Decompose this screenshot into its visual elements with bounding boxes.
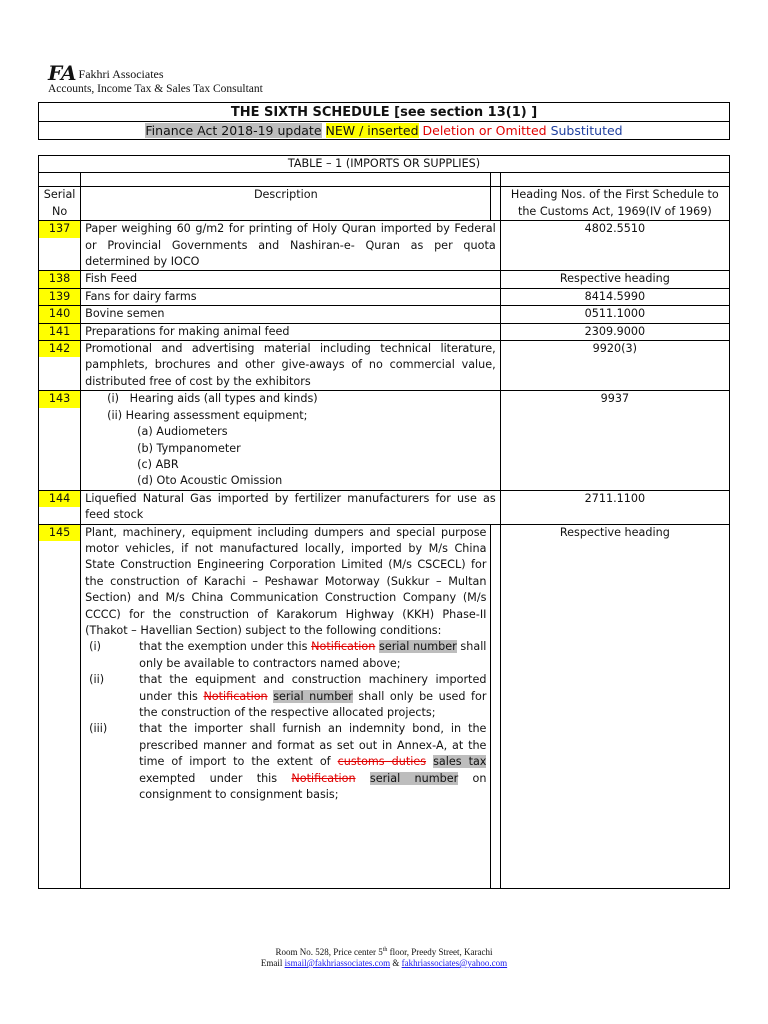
table-row: [39, 524, 730, 888]
condition-text-part: that the importer shall furnish an indemnity bond, in the prescribed manner and format as set out in Annex-A, at the time of import to the extent of: [139, 722, 487, 769]
condition-text-part: that the exemption under this: [139, 640, 312, 654]
row-description: Promotional and advertising material including technical literature, pamphlets, brochures and other give-aways of no commercial value, distributed free of cost by the exhibitors: [81, 341, 501, 391]
description-text: Plant, machinery, equipment including dumpers and special purpose motor vehicles, if not manufactured locally, imported by M/s China State Construction Engineering Corporation Limited (M/s CSCECL) for the construction of Karachi – Peshawar Motorway (Sukkur – Multan Section) and M/s China Communication Construction Company (M/s CCCC) for the construction of Karakorum Highway (KKH) Phase-II (Thakot – Havellian Section) subject to the following conditions:: [85, 525, 487, 637]
row-heading: Respective heading: [500, 271, 729, 288]
list-item: (ii) Hearing assessment equipment;: [107, 408, 308, 422]
row-description: Fish Feed: [81, 271, 501, 288]
serial-number: 139: [39, 289, 80, 305]
row-description: Preparations for making animal feed: [81, 323, 501, 340]
row-heading: 2309.9000: [500, 323, 729, 340]
row-heading: 9937: [500, 391, 729, 490]
serial-number: 143: [39, 391, 80, 407]
row-description: Paper weighing 60 g/m2 for printing of Holy Quran imported by Federal or Provincial Governments and Nashiran-e- Quran as per quota determined by IOCO: [81, 221, 501, 271]
serial-number: 144: [39, 491, 80, 507]
condition-text-part: that the equipment and construction machinery imported under this: [139, 673, 487, 703]
condition-text: [139, 639, 486, 672]
list-subitem: (c) ABR: [137, 457, 179, 471]
legend-deleted: Deletion or Omitted: [422, 123, 547, 138]
row-heading: 2711.1100: [500, 490, 729, 524]
row-description: [81, 524, 491, 888]
header-description: Description: [81, 187, 491, 221]
imports-table: [38, 155, 730, 889]
email-separator: &: [390, 958, 402, 968]
condition-number: (iii): [89, 722, 108, 736]
letterhead: [48, 61, 728, 95]
header-heading: Heading Nos. of the First Schedule to the Customs Act, 1969(IV of 1969): [500, 187, 729, 221]
address-text: Room No. 528, Price center 5: [275, 947, 383, 957]
row-description: Fans for dairy farms: [81, 288, 501, 305]
table-row: [39, 490, 730, 524]
condition-text-part: shall only be used for the construction of the respective allocated projects;: [139, 689, 487, 719]
table-row: [39, 306, 730, 323]
table-caption: TABLE – 1 (IMPORTS OR SUPPLIES): [39, 156, 730, 173]
address-text: floor, Preedy Street, Karachi: [387, 947, 493, 957]
row-description: Liquefied Natural Gas imported by fertilizer manufacturers for use as feed stock: [81, 490, 501, 524]
table-row: [39, 288, 730, 305]
email-link-2[interactable]: fakhriassociates@yahoo.com: [401, 958, 508, 968]
row-description: [81, 391, 501, 490]
condition-number: (i): [89, 640, 101, 654]
footer-address: [0, 945, 768, 958]
substituted-text: sales tax: [433, 755, 487, 769]
table-row: [39, 391, 730, 490]
serial-number: 138: [39, 271, 80, 287]
condition-text-part: shall only be available to contractors named above;: [139, 640, 487, 670]
condition-item: [85, 721, 486, 803]
spacer-cell: [39, 173, 81, 187]
condition-text: [139, 672, 486, 721]
deleted-text: customs duties: [337, 755, 427, 769]
email-link-1[interactable]: ismail@fakhriassociates.com: [284, 958, 391, 968]
header-serial: Serial No: [39, 187, 81, 221]
spacer-cell: [491, 524, 500, 888]
legend-update: Finance Act 2018-19 update: [145, 123, 322, 138]
footer-email: [0, 958, 768, 969]
spacer-cell: [500, 173, 729, 187]
condition-item: [85, 672, 486, 721]
company-line: [48, 61, 728, 85]
table-row: [39, 221, 730, 271]
legend-new: NEW / inserted: [325, 123, 419, 138]
list-subitem: (a) Audiometers: [137, 425, 228, 439]
company-logo: FA: [48, 61, 77, 85]
condition-number: (ii): [89, 673, 105, 687]
serial-number: 145: [39, 525, 80, 541]
schedule-title-box: [38, 102, 730, 140]
condition-text-part: exempted under this: [139, 771, 292, 785]
serial-number: 137: [39, 221, 80, 237]
substituted-text: serial number: [379, 640, 457, 654]
deleted-text: Notification: [291, 771, 356, 785]
company-name: Fakhri Associates: [78, 67, 164, 81]
legend-substituted: Substituted: [550, 123, 623, 138]
list-subitem: (d) Oto Acoustic Omission: [137, 474, 283, 488]
substituted-text: serial number: [369, 771, 459, 785]
list-subitem: (b) Tympanometer: [137, 441, 241, 455]
table-row: [39, 341, 730, 391]
row-heading: Respective heading: [500, 524, 729, 888]
table-row: [39, 271, 730, 288]
row-heading: 8414.5990: [500, 288, 729, 305]
serial-number: 142: [39, 341, 80, 357]
row-description: Bovine semen: [81, 306, 501, 323]
row-heading: 0511.1000: [500, 306, 729, 323]
spacer-cell: [491, 187, 500, 221]
serial-number: 141: [39, 324, 80, 340]
legend: [39, 122, 730, 140]
row-heading: 9920(3): [500, 341, 729, 391]
row-heading: 4802.5510: [500, 221, 729, 271]
substituted-text: serial number: [273, 689, 353, 703]
email-label: Email: [260, 958, 285, 968]
spacer-cell: [81, 173, 491, 187]
table-row: [39, 323, 730, 340]
schedule-title: THE SIXTH SCHEDULE [see section 13(1) ]: [39, 103, 730, 122]
spacer-cell: [491, 173, 500, 187]
deleted-text: Notification: [203, 689, 268, 703]
serial-number: 140: [39, 306, 80, 322]
address-superscript: th: [382, 947, 388, 953]
condition-item: [85, 639, 486, 672]
deleted-text: Notification: [311, 640, 376, 654]
footer: [0, 945, 768, 969]
condition-text-part: on consignment to consignment basis;: [139, 771, 487, 802]
list-item: (i) Hearing aids (all types and kinds): [107, 392, 318, 406]
condition-text: [139, 721, 486, 803]
company-tagline: Accounts, Income Tax & Sales Tax Consultant: [48, 83, 263, 95]
